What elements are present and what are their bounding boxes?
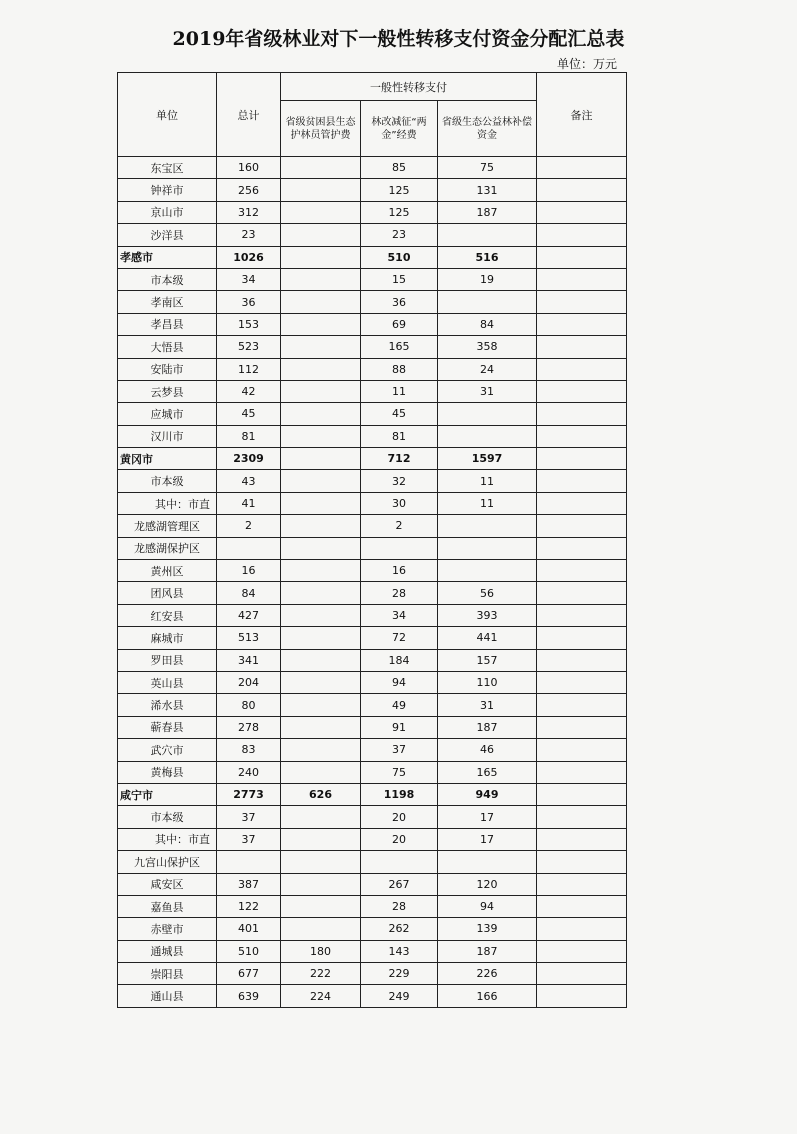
row-unit-name: 云梦县 [118,380,217,402]
table-row [118,313,627,335]
table-row [118,492,627,514]
row-unit-name: 红安县 [118,604,217,626]
row-eco-forest: 24 [438,358,537,380]
row-two-funds: 23 [361,224,438,246]
row-remark [537,671,627,693]
row-eco-forest: 131 [438,179,537,201]
table-row [118,828,627,850]
table-row [118,649,627,671]
row-remark [537,246,627,268]
row-total: 427 [217,604,281,626]
row-two-funds: 2 [361,515,438,537]
table-row [118,627,627,649]
row-unit-name: 大悟县 [118,336,217,358]
row-unit-name: 黄州区 [118,560,217,582]
row-eco-forest: 358 [438,336,537,358]
row-remark [537,716,627,738]
row-total: 387 [217,873,281,895]
row-two-funds: 69 [361,313,438,335]
row-ranger-fee [281,716,361,738]
row-unit-name: 孝感市 [118,246,217,268]
row-remark [537,470,627,492]
row-ranger-fee [281,649,361,671]
row-eco-forest: 84 [438,313,537,335]
row-remark [537,157,627,179]
row-total: 45 [217,403,281,425]
row-total: 160 [217,157,281,179]
row-ranger-fee [281,224,361,246]
row-eco-forest: 393 [438,604,537,626]
row-ranger-fee [281,268,361,290]
row-eco-forest: 166 [438,985,537,1007]
row-eco-forest: 157 [438,649,537,671]
row-two-funds [361,537,438,559]
row-two-funds: 85 [361,157,438,179]
table-row [118,761,627,783]
table-row [118,425,627,447]
row-ranger-fee [281,537,361,559]
row-total: 2309 [217,448,281,470]
row-ranger-fee [281,380,361,402]
row-remark [537,224,627,246]
row-remark [537,963,627,985]
row-ranger-fee [281,604,361,626]
row-total: 278 [217,716,281,738]
row-remark [537,783,627,805]
row-eco-forest: 46 [438,739,537,761]
unit-label: 单位：万元 [557,57,618,71]
row-unit-name: 龙感湖保护区 [118,537,217,559]
row-remark [537,515,627,537]
row-total: 2773 [217,783,281,805]
row-unit-name: 咸安区 [118,873,217,895]
row-ranger-fee [281,671,361,693]
row-unit-name: 团风县 [118,582,217,604]
row-remark [537,425,627,447]
row-unit-name: 孝南区 [118,291,217,313]
row-eco-forest: 226 [438,963,537,985]
row-eco-forest [438,425,537,447]
table-row [118,448,627,470]
table-row [118,851,627,873]
row-ranger-fee [281,739,361,761]
header-transfer-group: 一般性转移支付 [281,73,537,101]
row-eco-forest: 120 [438,873,537,895]
row-two-funds: 72 [361,627,438,649]
row-unit-name: 其中：市直 [118,492,217,514]
row-two-funds: 229 [361,963,438,985]
row-unit-name: 蕲春县 [118,716,217,738]
table-row [118,671,627,693]
row-unit-name: 其中：市直 [118,828,217,850]
table-row [118,985,627,1007]
row-eco-forest: 110 [438,671,537,693]
row-remark [537,918,627,940]
row-ranger-fee [281,851,361,873]
table-row [118,224,627,246]
row-unit-name: 市本级 [118,268,217,290]
row-two-funds: 125 [361,201,438,223]
header-two-funds: 林改减征“两金”经费 [361,101,438,157]
row-unit-name: 龙感湖管理区 [118,515,217,537]
row-total: 23 [217,224,281,246]
table-row [118,336,627,358]
row-eco-forest: 165 [438,761,537,783]
row-unit-name: 应城市 [118,403,217,425]
row-remark [537,336,627,358]
row-unit-name: 崇阳县 [118,963,217,985]
table-row [118,470,627,492]
row-two-funds: 94 [361,671,438,693]
row-total: 1026 [217,246,281,268]
row-ranger-fee: 626 [281,783,361,805]
row-two-funds: 1198 [361,783,438,805]
row-ranger-fee [281,313,361,335]
row-unit-name: 沙洋县 [118,224,217,246]
row-ranger-fee [281,873,361,895]
row-two-funds: 28 [361,895,438,917]
row-unit-name: 嘉鱼县 [118,895,217,917]
table-row [118,537,627,559]
row-eco-forest [438,291,537,313]
row-remark [537,380,627,402]
row-total: 37 [217,806,281,828]
row-ranger-fee [281,157,361,179]
row-total: 523 [217,336,281,358]
row-two-funds: 125 [361,179,438,201]
row-unit-name: 赤壁市 [118,918,217,940]
table-row [118,403,627,425]
row-eco-forest [438,851,537,873]
row-unit-name: 罗田县 [118,649,217,671]
row-eco-forest: 187 [438,940,537,962]
row-ranger-fee [281,425,361,447]
row-eco-forest: 31 [438,380,537,402]
row-remark [537,873,627,895]
row-ranger-fee [281,895,361,917]
row-ranger-fee: 222 [281,963,361,985]
row-two-funds: 20 [361,828,438,850]
table-row [118,783,627,805]
table-row [118,873,627,895]
row-remark [537,694,627,716]
table-row [118,201,627,223]
row-remark [537,313,627,335]
row-remark [537,448,627,470]
row-total: 81 [217,425,281,447]
row-total: 2 [217,515,281,537]
row-total: 256 [217,179,281,201]
row-remark [537,179,627,201]
row-two-funds: 34 [361,604,438,626]
row-unit-name: 市本级 [118,470,217,492]
row-total: 112 [217,358,281,380]
row-ranger-fee [281,403,361,425]
row-ranger-fee [281,560,361,582]
row-total: 37 [217,828,281,850]
row-remark [537,291,627,313]
row-total: 639 [217,985,281,1007]
row-two-funds: 249 [361,985,438,1007]
row-unit-name: 东宝区 [118,157,217,179]
row-unit-name: 市本级 [118,806,217,828]
row-ranger-fee [281,358,361,380]
row-two-funds [361,851,438,873]
row-remark [537,895,627,917]
table-row [118,694,627,716]
row-total: 83 [217,739,281,761]
table-row [118,918,627,940]
row-unit-name: 黄梅县 [118,761,217,783]
row-unit-name: 安陆市 [118,358,217,380]
header-eco-forest: 省级生态公益林补偿资金 [438,101,537,157]
row-total: 80 [217,694,281,716]
row-two-funds: 36 [361,291,438,313]
row-two-funds: 16 [361,560,438,582]
row-two-funds: 20 [361,806,438,828]
row-eco-forest: 11 [438,492,537,514]
table-row [118,739,627,761]
table-row [118,582,627,604]
row-two-funds: 45 [361,403,438,425]
row-ranger-fee [281,336,361,358]
table-row [118,940,627,962]
table-row [118,380,627,402]
table-row [118,515,627,537]
row-eco-forest: 187 [438,201,537,223]
row-two-funds: 30 [361,492,438,514]
row-eco-forest: 187 [438,716,537,738]
row-unit-name: 黄冈市 [118,448,217,470]
row-two-funds: 143 [361,940,438,962]
row-remark [537,604,627,626]
row-ranger-fee [281,761,361,783]
row-unit-name: 浠水县 [118,694,217,716]
row-unit-name: 麻城市 [118,627,217,649]
row-two-funds: 88 [361,358,438,380]
row-total: 153 [217,313,281,335]
row-total: 677 [217,963,281,985]
row-total [217,537,281,559]
row-ranger-fee [281,201,361,223]
row-two-funds: 91 [361,716,438,738]
row-total: 513 [217,627,281,649]
row-ranger-fee [281,806,361,828]
row-unit-name: 孝昌县 [118,313,217,335]
row-remark [537,828,627,850]
row-remark [537,940,627,962]
row-eco-forest: 17 [438,806,537,828]
row-remark [537,761,627,783]
row-two-funds: 28 [361,582,438,604]
row-remark [537,627,627,649]
row-remark [537,268,627,290]
row-eco-forest: 11 [438,470,537,492]
row-eco-forest: 516 [438,246,537,268]
row-two-funds: 37 [361,739,438,761]
row-total: 401 [217,918,281,940]
row-total: 204 [217,671,281,693]
row-unit-name: 通城县 [118,940,217,962]
row-total: 122 [217,895,281,917]
row-total [217,851,281,873]
row-total: 16 [217,560,281,582]
allocation-table [117,72,627,1008]
row-two-funds: 75 [361,761,438,783]
header-ranger-fee: 省级贫困县生态护林员管护费 [281,101,361,157]
row-two-funds: 32 [361,470,438,492]
header-total: 总计 [217,73,281,157]
row-remark [537,403,627,425]
table-row [118,246,627,268]
row-total: 42 [217,380,281,402]
row-total: 34 [217,268,281,290]
row-ranger-fee [281,582,361,604]
row-eco-forest [438,224,537,246]
row-ranger-fee [281,179,361,201]
row-eco-forest [438,403,537,425]
row-ranger-fee: 224 [281,985,361,1007]
row-remark [537,851,627,873]
row-eco-forest: 441 [438,627,537,649]
row-two-funds: 510 [361,246,438,268]
row-two-funds: 262 [361,918,438,940]
row-two-funds: 81 [361,425,438,447]
row-ranger-fee [281,470,361,492]
row-remark [537,739,627,761]
row-unit-name: 通山县 [118,985,217,1007]
row-unit-name: 钟祥市 [118,179,217,201]
header-remark: 备注 [537,73,627,157]
row-two-funds: 267 [361,873,438,895]
row-total: 43 [217,470,281,492]
table-body [118,157,627,1008]
row-remark [537,806,627,828]
row-eco-forest: 31 [438,694,537,716]
row-remark [537,582,627,604]
table-row [118,179,627,201]
table-row [118,268,627,290]
page-title: 2019年省级林业对下一般性转移支付资金分配汇总表 [172,28,625,50]
row-unit-name: 武穴市 [118,739,217,761]
row-eco-forest: 19 [438,268,537,290]
row-two-funds: 712 [361,448,438,470]
row-eco-forest [438,537,537,559]
row-total: 312 [217,201,281,223]
row-unit-name: 京山市 [118,201,217,223]
row-two-funds: 184 [361,649,438,671]
row-ranger-fee: 180 [281,940,361,962]
row-ranger-fee [281,492,361,514]
table-row [118,806,627,828]
row-remark [537,492,627,514]
row-ranger-fee [281,627,361,649]
row-ranger-fee [281,918,361,940]
row-eco-forest: 56 [438,582,537,604]
row-ranger-fee [281,515,361,537]
row-total: 510 [217,940,281,962]
row-remark [537,560,627,582]
row-unit-name: 英山县 [118,671,217,693]
row-ranger-fee [281,828,361,850]
row-two-funds: 11 [361,380,438,402]
table-row [118,963,627,985]
row-remark [537,985,627,1007]
table-row [118,604,627,626]
row-unit-name: 汉川市 [118,425,217,447]
row-unit-name: 咸宁市 [118,783,217,805]
table-row [118,716,627,738]
row-ranger-fee [281,291,361,313]
row-two-funds: 49 [361,694,438,716]
row-unit-name: 九宫山保护区 [118,851,217,873]
row-total: 341 [217,649,281,671]
row-eco-forest: 94 [438,895,537,917]
row-total: 84 [217,582,281,604]
table-row [118,895,627,917]
row-eco-forest [438,515,537,537]
row-ranger-fee [281,246,361,268]
table-row [118,157,627,179]
row-total: 240 [217,761,281,783]
table-row [118,291,627,313]
row-eco-forest: 17 [438,828,537,850]
row-ranger-fee [281,694,361,716]
table-row [118,358,627,380]
row-remark [537,649,627,671]
row-eco-forest: 75 [438,157,537,179]
row-remark [537,537,627,559]
row-eco-forest: 139 [438,918,537,940]
row-remark [537,358,627,380]
header-unit: 单位 [118,73,217,157]
table-row [118,560,627,582]
row-total: 41 [217,492,281,514]
row-two-funds: 165 [361,336,438,358]
row-two-funds: 15 [361,268,438,290]
row-remark [537,201,627,223]
row-eco-forest: 949 [438,783,537,805]
row-eco-forest: 1597 [438,448,537,470]
row-eco-forest [438,560,537,582]
row-ranger-fee [281,448,361,470]
row-total: 36 [217,291,281,313]
